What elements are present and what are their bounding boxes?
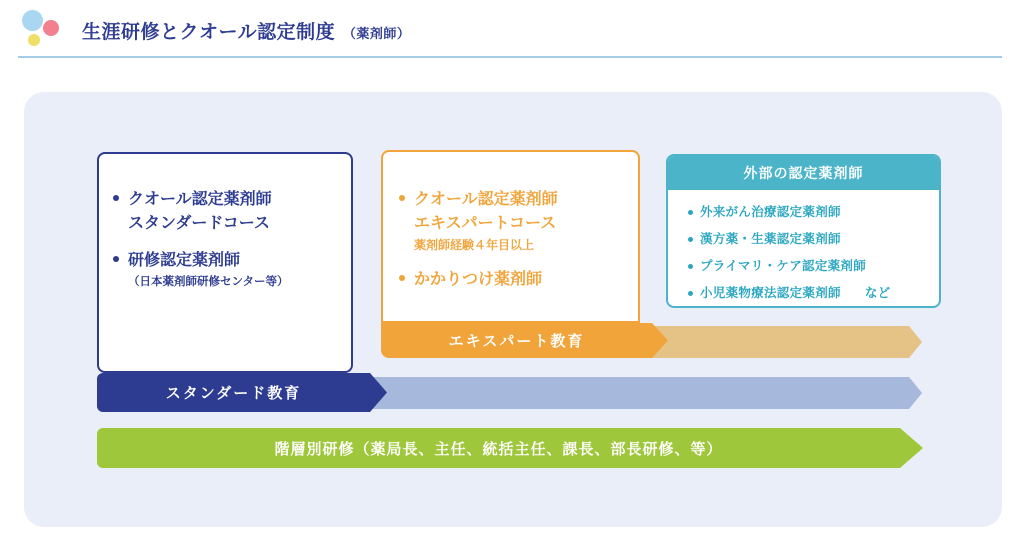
external-cert-header: 外部の認定薬剤師: [668, 156, 939, 190]
external-cert-item-label: 漢方薬・生薬認定薬剤師: [700, 232, 841, 246]
expert-course-box: [381, 150, 640, 323]
expert-education-band-body: [640, 326, 909, 358]
external-cert-item-label: プライマリ・ケア認定薬剤師: [700, 259, 867, 273]
title-divider-line: [18, 56, 1002, 58]
certified-training-item: [113, 249, 341, 292]
bullet-icon: [399, 268, 414, 292]
hierarchy-training-label: 階層別研修（薬局長、主任、統括主任、課長、部長研修、等）: [97, 428, 900, 468]
certified-training-item-line1: 研修認定薬剤師: [128, 252, 241, 269]
external-cert-item: [688, 226, 927, 253]
page-title-text: 生涯研修とクオール認定制度: [82, 21, 336, 43]
certified-training-item-note: （日本薬剤師研修センター等）: [128, 276, 289, 288]
page-title: [82, 17, 410, 44]
arrow-tip-icon: [370, 373, 387, 412]
logo-dot-blue-icon: [22, 10, 43, 31]
standard-education-arrow: [97, 373, 387, 412]
arrow-tip-icon: [909, 377, 922, 409]
logo-dots-icon: [20, 8, 66, 52]
expert-course-item-line2: エキスパートコース: [414, 215, 557, 232]
bullet-icon: [113, 249, 128, 292]
external-cert-item: [688, 253, 927, 280]
page-header: [20, 8, 410, 52]
logo-dot-yellow-icon: [28, 34, 40, 46]
external-cert-etc-label: など: [864, 286, 891, 300]
external-cert-item: [688, 199, 927, 226]
expert-education-band-extension: [640, 326, 922, 358]
standard-education-label: スタンダード教育: [97, 373, 370, 412]
external-cert-item-label: 小児薬物療法認定薬剤師: [700, 286, 841, 300]
bullet-icon: [113, 188, 128, 236]
standard-course-item: [113, 188, 341, 236]
family-pharmacist-item: [399, 268, 628, 292]
standard-education-band-extension: [353, 377, 922, 409]
page-title-note: （薬剤師）: [342, 25, 411, 41]
arrow-tip-icon: [900, 428, 923, 468]
external-cert-item-label: 外来がん治療認定薬剤師: [700, 205, 841, 219]
bullet-icon: [688, 210, 693, 215]
expert-education-arrow: [381, 323, 668, 358]
standard-course-item-line1: クオール認定薬剤師: [128, 191, 272, 208]
external-cert-box: [666, 154, 941, 308]
standard-course-box: [97, 152, 353, 373]
arrow-tip-icon: [652, 323, 668, 358]
expert-course-item: [399, 188, 628, 255]
bullet-icon: [688, 291, 693, 296]
bullet-icon: [688, 264, 693, 269]
external-cert-item: [688, 280, 927, 307]
bullet-icon: [399, 188, 414, 255]
expert-education-label: エキスパート教育: [381, 323, 652, 358]
standard-education-band-body: [353, 377, 909, 409]
family-pharmacist-item-line1: かかりつけ薬剤師: [414, 271, 543, 288]
expert-course-item-line1: クオール認定薬剤師: [414, 191, 558, 208]
external-cert-list: [668, 199, 939, 307]
expert-course-item-note: 薬剤師経験４年目以上: [414, 238, 535, 252]
logo-dot-pink-icon: [43, 20, 59, 36]
standard-course-item-line2: スタンダードコース: [128, 215, 270, 232]
hierarchy-training-arrow: [97, 428, 923, 468]
arrow-tip-icon: [909, 326, 922, 358]
bullet-icon: [688, 237, 693, 242]
